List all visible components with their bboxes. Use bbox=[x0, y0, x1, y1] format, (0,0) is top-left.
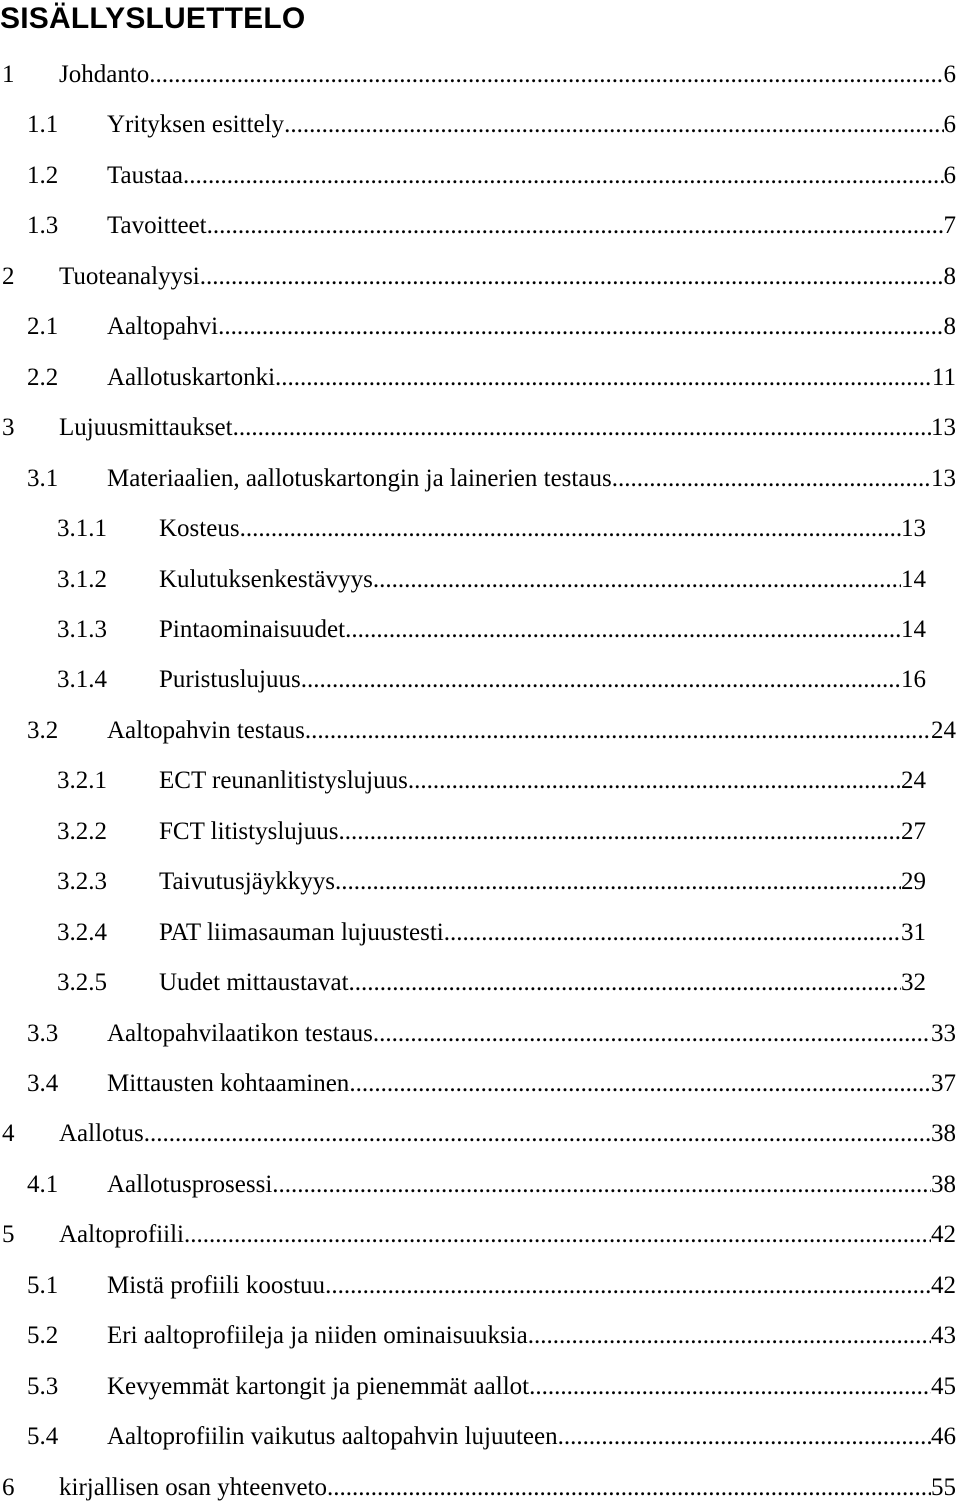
toc-entry-number: 3.2.1 bbox=[57, 767, 107, 794]
toc-dot-leader bbox=[327, 1471, 931, 1505]
toc-entry[interactable] bbox=[2, 260, 956, 294]
toc-entry-title: Tuoteanalyysi bbox=[59, 263, 200, 290]
toc-entry-page: 33 bbox=[931, 1020, 956, 1047]
toc-dot-leader bbox=[218, 310, 943, 344]
toc-dot-leader bbox=[612, 462, 931, 496]
toc-entry-number: 4 bbox=[2, 1120, 15, 1147]
toc-entry-title: Aaltoprofiili bbox=[59, 1221, 184, 1248]
toc-entry-page: 42 bbox=[931, 1221, 956, 1248]
toc-entry-number: 5.3 bbox=[27, 1373, 59, 1400]
toc-entry[interactable] bbox=[27, 1067, 956, 1101]
toc-entry-page: 37 bbox=[931, 1070, 956, 1097]
toc-entry-number: 3.2.2 bbox=[57, 818, 107, 845]
toc-entry[interactable] bbox=[27, 1370, 956, 1404]
toc-entry[interactable] bbox=[27, 462, 956, 496]
toc-dot-leader bbox=[305, 714, 931, 748]
toc-entry-page: 6 bbox=[943, 61, 956, 88]
toc-entry-title: Tavoitteet bbox=[107, 212, 207, 239]
toc-entry[interactable] bbox=[27, 1319, 956, 1353]
toc-entry-page: 43 bbox=[931, 1322, 956, 1349]
toc-entry-number: 5 bbox=[2, 1221, 15, 1248]
toc-entry-page: 24 bbox=[901, 767, 926, 794]
toc-entry-page: 32 bbox=[901, 969, 926, 996]
toc-entry-title: Mistä profiili koostuu bbox=[107, 1272, 326, 1299]
toc-entry[interactable] bbox=[27, 108, 956, 142]
toc-entry[interactable] bbox=[2, 411, 956, 445]
toc-entry-number: 1.2 bbox=[27, 162, 59, 189]
toc-entry[interactable] bbox=[57, 966, 926, 1000]
toc-entry-title: Kevyemmät kartongit ja pienemmät aallot bbox=[107, 1373, 530, 1400]
toc-entry-number: 1.1 bbox=[27, 111, 59, 138]
toc-entry-page: 14 bbox=[901, 616, 926, 643]
toc-entry-number: 3.2.3 bbox=[57, 868, 107, 895]
toc-entry-number: 2.2 bbox=[27, 364, 59, 391]
toc-dot-leader bbox=[345, 613, 901, 647]
toc-entry-title: PAT liimasauman lujuustesti bbox=[159, 919, 444, 946]
toc-entry[interactable] bbox=[57, 613, 926, 647]
toc-dot-leader bbox=[301, 663, 901, 697]
toc-dot-leader bbox=[233, 411, 931, 445]
toc-entry-number: 2.1 bbox=[27, 313, 59, 340]
toc-entry-title: Puristuslujuus bbox=[159, 666, 301, 693]
toc-entry-page: 38 bbox=[931, 1120, 956, 1147]
toc-entry-page: 8 bbox=[943, 263, 956, 290]
toc-entry[interactable] bbox=[2, 1218, 956, 1252]
toc-entry-number: 3.1.1 bbox=[57, 515, 107, 542]
toc-entry-title: Materiaalien, aallotuskartongin ja lainerien testaus bbox=[107, 465, 612, 492]
toc-entry-page: 7 bbox=[943, 212, 956, 239]
toc-entry[interactable] bbox=[27, 1420, 956, 1454]
toc-entry[interactable] bbox=[2, 1117, 956, 1151]
toc-entry-page: 11 bbox=[931, 364, 956, 391]
toc-dot-leader bbox=[373, 563, 901, 597]
toc-entry[interactable] bbox=[57, 815, 926, 849]
toc-entry-page: 13 bbox=[931, 465, 956, 492]
toc-entry[interactable] bbox=[57, 916, 926, 950]
toc-entry[interactable] bbox=[27, 1168, 956, 1202]
toc-entry-title: Uudet mittaustavat bbox=[159, 969, 349, 996]
toc-entry-title: Aallotusprosessi bbox=[107, 1171, 273, 1198]
toc-entry-number: 3.1.4 bbox=[57, 666, 107, 693]
toc-entry-number: 3 bbox=[2, 414, 15, 441]
toc-entry-page: 13 bbox=[901, 515, 926, 542]
toc-dot-leader bbox=[528, 1319, 931, 1353]
toc-dot-leader bbox=[338, 815, 901, 849]
toc-entry[interactable] bbox=[57, 663, 926, 697]
toc-entry-page: 27 bbox=[901, 818, 926, 845]
toc-entry[interactable] bbox=[57, 563, 926, 597]
toc-entry-title: Lujuusmittaukset bbox=[59, 414, 233, 441]
toc-entry[interactable] bbox=[27, 159, 956, 193]
toc-entry-title: Taivutusjäykkyys bbox=[159, 868, 336, 895]
toc-dot-leader bbox=[335, 865, 901, 899]
toc-dot-leader bbox=[349, 1067, 931, 1101]
toc-dot-leader bbox=[183, 159, 944, 193]
toc-entry-title: ECT reunanlitistyslujuus bbox=[159, 767, 408, 794]
toc-entry-number: 1 bbox=[2, 61, 15, 88]
toc-entry-title: Aaltoprofiilin vaikutus aaltopahvin lujuuteen bbox=[107, 1423, 558, 1450]
toc-entry-number: 3.1 bbox=[27, 465, 59, 492]
toc-dot-leader bbox=[184, 1218, 931, 1252]
toc-entry-number: 1.3 bbox=[27, 212, 59, 239]
toc-entry[interactable] bbox=[27, 1017, 956, 1051]
toc-entry-number: 4.1 bbox=[27, 1171, 59, 1198]
toc-entry[interactable] bbox=[27, 310, 956, 344]
toc-entry[interactable] bbox=[27, 361, 956, 395]
toc-entry-page: 13 bbox=[931, 414, 956, 441]
toc-entry-page: 16 bbox=[901, 666, 926, 693]
toc-dot-leader bbox=[200, 260, 944, 294]
toc-entry[interactable] bbox=[27, 1269, 956, 1303]
toc-entry-number: 5.4 bbox=[27, 1423, 59, 1450]
toc-entry[interactable] bbox=[57, 764, 926, 798]
toc-dot-leader bbox=[444, 916, 901, 950]
toc-entry-page: 14 bbox=[901, 566, 926, 593]
toc-entry[interactable] bbox=[27, 714, 956, 748]
toc-entry-page: 45 bbox=[931, 1373, 956, 1400]
toc-entry-number: 6 bbox=[2, 1474, 15, 1501]
toc-entry-number: 3.3 bbox=[27, 1020, 59, 1047]
toc-entry-number: 5.2 bbox=[27, 1322, 59, 1349]
toc-entry-number: 3.2 bbox=[27, 717, 59, 744]
toc-entry[interactable] bbox=[2, 1471, 956, 1505]
toc-entry-page: 24 bbox=[931, 717, 956, 744]
toc-entry-title: Aaltopahvilaatikon testaus bbox=[107, 1020, 373, 1047]
toc-dot-leader bbox=[558, 1420, 931, 1454]
toc-dot-leader bbox=[144, 1117, 931, 1151]
toc-entry[interactable] bbox=[57, 865, 926, 899]
toc-entry-page: 6 bbox=[943, 162, 956, 189]
toc-entry-number: 3.2.4 bbox=[57, 919, 107, 946]
toc-entry-number: 2 bbox=[2, 263, 15, 290]
toc-entry-title: Kosteus bbox=[159, 515, 240, 542]
toc-entry-title: Johdanto bbox=[59, 61, 150, 88]
toc-entry-title: Aaltopahvi bbox=[107, 313, 219, 340]
toc-entry-title: FCT litistyslujuus bbox=[159, 818, 339, 845]
toc-entry-page: 42 bbox=[931, 1272, 956, 1299]
toc-entry-number: 3.4 bbox=[27, 1070, 59, 1097]
toc-dot-leader bbox=[275, 361, 932, 395]
toc-entry[interactable] bbox=[2, 58, 956, 92]
toc-entry[interactable] bbox=[27, 209, 956, 243]
toc-entry-page: 29 bbox=[901, 868, 926, 895]
toc-dot-leader bbox=[529, 1370, 931, 1404]
toc-entry-title: Aaltopahvin testaus bbox=[107, 717, 305, 744]
toc-dot-leader bbox=[373, 1017, 931, 1051]
toc-entry-title: Aallotuskartonki bbox=[107, 364, 276, 391]
toc-entry-number: 3.1.2 bbox=[57, 566, 107, 593]
toc-dot-leader bbox=[207, 209, 944, 243]
toc-entry-number: 3.2.5 bbox=[57, 969, 107, 996]
toc-entry-page: 8 bbox=[943, 313, 956, 340]
toc-entry-title: Taustaa bbox=[107, 162, 183, 189]
toc-entry-page: 31 bbox=[901, 919, 926, 946]
page-title: SISÄLLYSLUETTELO bbox=[0, 2, 306, 35]
toc-dot-leader bbox=[284, 108, 943, 142]
toc-entry-title: Mittausten kohtaaminen bbox=[107, 1070, 350, 1097]
toc-entry-title: Kulutuksenkestävyys bbox=[159, 566, 373, 593]
toc-entry-page: 38 bbox=[931, 1171, 956, 1198]
toc-dot-leader bbox=[240, 512, 901, 546]
toc-entry-title: Pintaominaisuudet bbox=[159, 616, 346, 643]
toc-dot-leader bbox=[325, 1269, 931, 1303]
toc-dot-leader bbox=[149, 58, 943, 92]
toc-entry-title: Yrityksen esittely bbox=[107, 111, 285, 138]
toc-entry-page: 46 bbox=[931, 1423, 956, 1450]
toc-entry[interactable] bbox=[57, 512, 926, 546]
toc-entry-number: 5.1 bbox=[27, 1272, 59, 1299]
toc-dot-leader bbox=[272, 1168, 931, 1202]
toc-entry-number: 3.1.3 bbox=[57, 616, 107, 643]
toc-dot-leader bbox=[408, 764, 901, 798]
toc-entry-title: kirjallisen osan yhteenveto bbox=[59, 1474, 327, 1501]
toc-entry-page: 55 bbox=[931, 1474, 956, 1501]
toc-dot-leader bbox=[349, 966, 901, 1000]
toc-entry-title: Eri aaltoprofiileja ja niiden ominaisuuksia bbox=[107, 1322, 528, 1349]
toc-entry-page: 6 bbox=[943, 111, 956, 138]
toc-entry-title: Aallotus bbox=[59, 1120, 144, 1147]
